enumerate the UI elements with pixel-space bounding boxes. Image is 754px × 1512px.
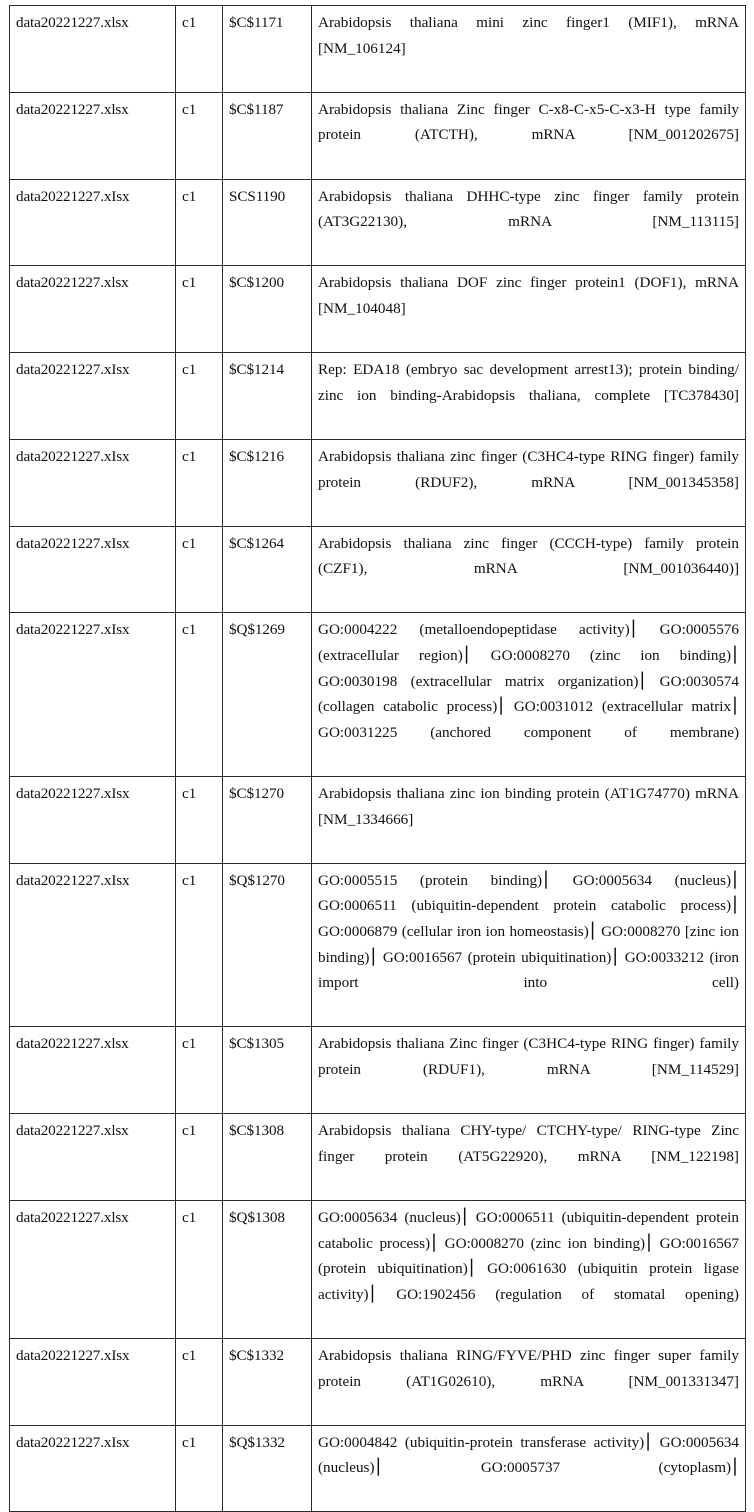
- cell-source-file: data20221227.xIsx: [10, 1425, 176, 1512]
- cell-sheet-ref: c1: [176, 1114, 223, 1201]
- cell-source-file: data20221227.xIsx: [10, 526, 176, 613]
- cell-annotation-text: GO:0005634 (nucleus)⎮ GO:0006511 (ubiquitin-dependent protein catabolic process)⎮ GO:0008270 (zinc ion binding)⎮ GO:0016567 (protein ubiquitination)⎮ GO:0061630 (ubiquitin protein ligase activity)⎮ GO:1902456 (regulation of stomatal opening): [312, 1200, 746, 1338]
- cell-cell-reference: $C$1214: [223, 353, 312, 440]
- table-row: [10, 6, 746, 93]
- table-body: [10, 6, 746, 1512]
- table-row: [10, 613, 746, 777]
- table-row: [10, 1114, 746, 1201]
- table-row: [10, 92, 746, 179]
- table-row: [10, 266, 746, 353]
- cell-sheet-ref: c1: [176, 613, 223, 777]
- cell-annotation-text: GO:0004842 (ubiquitin-protein transferase activity)⎮ GO:0005634 (nucleus)⎮ GO:0005737 (cytoplasm)⎮: [312, 1425, 746, 1512]
- cell-source-file: data20221227.xIsx: [10, 353, 176, 440]
- cell-annotation-text: Arabidopsis thaliana CHY-type/ CTCHY-type/ RING-type Zinc finger protein (AT5G22920), mRNA [NM_122198]: [312, 1114, 746, 1201]
- cell-cell-reference: $C$1200: [223, 266, 312, 353]
- cell-annotation-text: Arabidopsis thaliana Zinc finger C-x8-C-x5-C-x3-H type family protein (ATCTH), mRNA [NM_001202675]: [312, 92, 746, 179]
- cell-sheet-ref: c1: [176, 1338, 223, 1425]
- table-row: [10, 439, 746, 526]
- cell-sheet-ref: c1: [176, 777, 223, 864]
- table-row: [10, 863, 746, 1027]
- cell-sheet-ref: c1: [176, 1027, 223, 1114]
- cell-source-file: data20221227.xlsx: [10, 1200, 176, 1338]
- data-table: [9, 5, 746, 1512]
- cell-annotation-text: Arabidopsis thaliana zinc finger (C3HC4-type RING finger) family protein (RDUF2), mRNA [NM_001345358]: [312, 439, 746, 526]
- cell-source-file: data20221227.xIsx: [10, 439, 176, 526]
- cell-source-file: data20221227.xlsx: [10, 1027, 176, 1114]
- cell-source-file: data20221227.xlsx: [10, 92, 176, 179]
- table-row: [10, 777, 746, 864]
- cell-annotation-text: GO:0005515 (protein binding)⎮ GO:0005634 (nucleus)⎮ GO:0006511 (ubiquitin-dependent protein catabolic process)⎮ GO:0006879 (cellular iron ion homeostasis)⎮ GO:0008270 [zinc ion binding)⎮ GO:0016567 (protein ubiquitination)⎮ GO:0033212 (iron import into cell): [312, 863, 746, 1027]
- cell-sheet-ref: c1: [176, 6, 223, 93]
- cell-sheet-ref: c1: [176, 266, 223, 353]
- cell-source-file: data20221227.xlsx: [10, 266, 176, 353]
- cell-cell-reference: $Q$1270: [223, 863, 312, 1027]
- cell-source-file: data20221227.xIsx: [10, 777, 176, 864]
- cell-sheet-ref: c1: [176, 1200, 223, 1338]
- cell-annotation-text: Arabidopsis thaliana DHHC-type zinc finger family protein (AT3G22130), mRNA [NM_113115]: [312, 179, 746, 266]
- table-row: [10, 1338, 746, 1425]
- table-row: [10, 526, 746, 613]
- table-row: [10, 1200, 746, 1338]
- cell-sheet-ref: c1: [176, 1425, 223, 1512]
- cell-cell-reference: $C$1216: [223, 439, 312, 526]
- cell-annotation-text: Arabidopsis thaliana DOF zinc finger protein1 (DOF1), mRNA [NM_104048]: [312, 266, 746, 353]
- cell-annotation-text: Arabidopsis thaliana RING/FYVE/PHD zinc finger super family protein (AT1G02610), mRNA [NM_001331347]: [312, 1338, 746, 1425]
- cell-source-file: data20221227.xIsx: [10, 613, 176, 777]
- table-row: [10, 179, 746, 266]
- cell-cell-reference: $C$1332: [223, 1338, 312, 1425]
- cell-source-file: data20221227.xlsx: [10, 6, 176, 93]
- table-row: [10, 1425, 746, 1512]
- cell-cell-reference: $C$1270: [223, 777, 312, 864]
- cell-source-file: data20221227.xIsx: [10, 179, 176, 266]
- cell-cell-reference: $Q$1269: [223, 613, 312, 777]
- cell-annotation-text: Arabidopsis thaliana mini zinc finger1 (MIF1), mRNA [NM_106124]: [312, 6, 746, 93]
- cell-annotation-text: Arabidopsis thaliana zinc ion binding protein (AT1G74770) mRNA [NM_1334666]: [312, 777, 746, 864]
- cell-annotation-text: Rep: EDA18 (embryo sac development arrest13); protein binding/ zinc ion binding-Arabidopsis thaliana, complete [TC378430]: [312, 353, 746, 440]
- cell-cell-reference: SCS1190: [223, 179, 312, 266]
- cell-source-file: data20221227.xIsx: [10, 1338, 176, 1425]
- cell-sheet-ref: c1: [176, 526, 223, 613]
- cell-annotation-text: Arabidopsis thaliana Zinc finger (C3HC4-type RING finger) family protein (RDUF1), mRNA [NM_114529]: [312, 1027, 746, 1114]
- cell-cell-reference: $Q$1308: [223, 1200, 312, 1338]
- cell-cell-reference: $C$1171: [223, 6, 312, 93]
- cell-annotation-text: Arabidopsis thaliana zinc finger (CCCH-type) family protein (CZF1), mRNA [NM_001036440)]: [312, 526, 746, 613]
- cell-cell-reference: $Q$1332: [223, 1425, 312, 1512]
- cell-cell-reference: $C$1264: [223, 526, 312, 613]
- cell-sheet-ref: c1: [176, 179, 223, 266]
- table-row: [10, 1027, 746, 1114]
- cell-sheet-ref: c1: [176, 439, 223, 526]
- cell-sheet-ref: c1: [176, 92, 223, 179]
- cell-cell-reference: $C$1305: [223, 1027, 312, 1114]
- cell-sheet-ref: c1: [176, 863, 223, 1027]
- cell-cell-reference: $C$1308: [223, 1114, 312, 1201]
- cell-sheet-ref: c1: [176, 353, 223, 440]
- cell-source-file: data20221227.xlsx: [10, 1114, 176, 1201]
- cell-source-file: data20221227.xIsx: [10, 863, 176, 1027]
- table-row: [10, 353, 746, 440]
- cell-annotation-text: GO:0004222 (metalloendopeptidase activity)⎮ GO:0005576 (extracellular region)⎮ GO:0008270 (zinc ion binding)⎮ GO:0030198 (extracellular matrix organization)⎮ GO:0030574 (collagen catabolic process)⎮ GO:0031012 (extracellular matrix⎮ GO:0031225 (anchored component of membrane): [312, 613, 746, 777]
- cell-cell-reference: $C$1187: [223, 92, 312, 179]
